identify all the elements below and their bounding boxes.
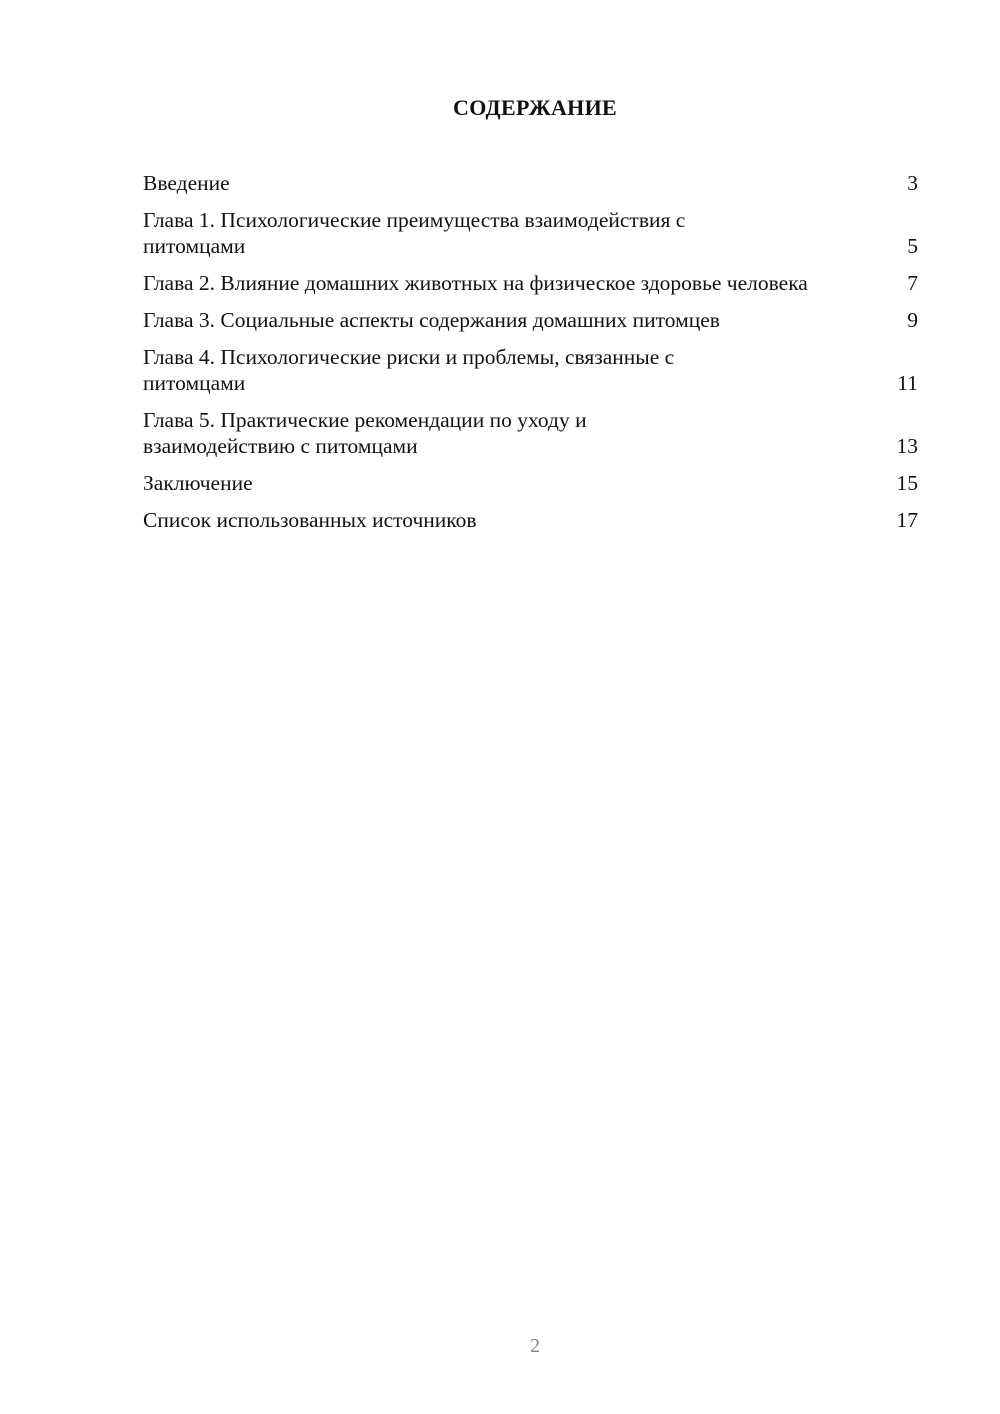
toc-entry-text: Глава 5. Практические рекомендации по уходу и взаимодействию с питомцами: [143, 408, 587, 458]
toc-entry-page: 17: [896, 508, 918, 532]
toc-entry-chapter-2: [143, 270, 918, 296]
toc-entry-text: Введение: [143, 171, 230, 195]
toc-entry-conclusion: [143, 470, 918, 496]
toc-entry-text: Глава 3. Социальные аспекты содержания домашних питомцев: [143, 308, 720, 332]
toc-entry-page: 7: [907, 271, 918, 295]
toc-entry-introduction: [143, 170, 918, 196]
page-number: 2: [530, 1335, 540, 1357]
toc-entry-page: 5: [907, 234, 918, 258]
toc-list: [143, 170, 918, 544]
toc-title: СОДЕРЖАНИЕ: [453, 95, 617, 120]
toc-entry-page: 3: [907, 171, 918, 195]
toc-entry-references: [143, 507, 918, 533]
toc-entry-page: 13: [896, 434, 918, 458]
toc-entry-chapter-3: [143, 307, 918, 333]
toc-entry-text: Заключение: [143, 471, 253, 495]
toc-entry-text: Глава 2. Влияние домашних животных на физическое здоровье человека: [143, 271, 808, 295]
toc-entry-page: 9: [907, 308, 918, 332]
toc-entry-text: Список использованных источников: [143, 508, 477, 532]
toc-entry-page: 15: [896, 471, 918, 495]
toc-entry-text: Глава 4. Психологические риски и проблемы, связанные с питомцами: [143, 345, 675, 395]
toc-entry-text: Глава 1. Психологические преимущества взаимодействия с питомцами: [143, 208, 686, 258]
toc-entry-page: 11: [897, 371, 918, 395]
toc-entry-chapter-1: [143, 207, 918, 259]
toc-entry-chapter-5: [143, 407, 918, 459]
toc-entry-chapter-4: [143, 344, 918, 396]
